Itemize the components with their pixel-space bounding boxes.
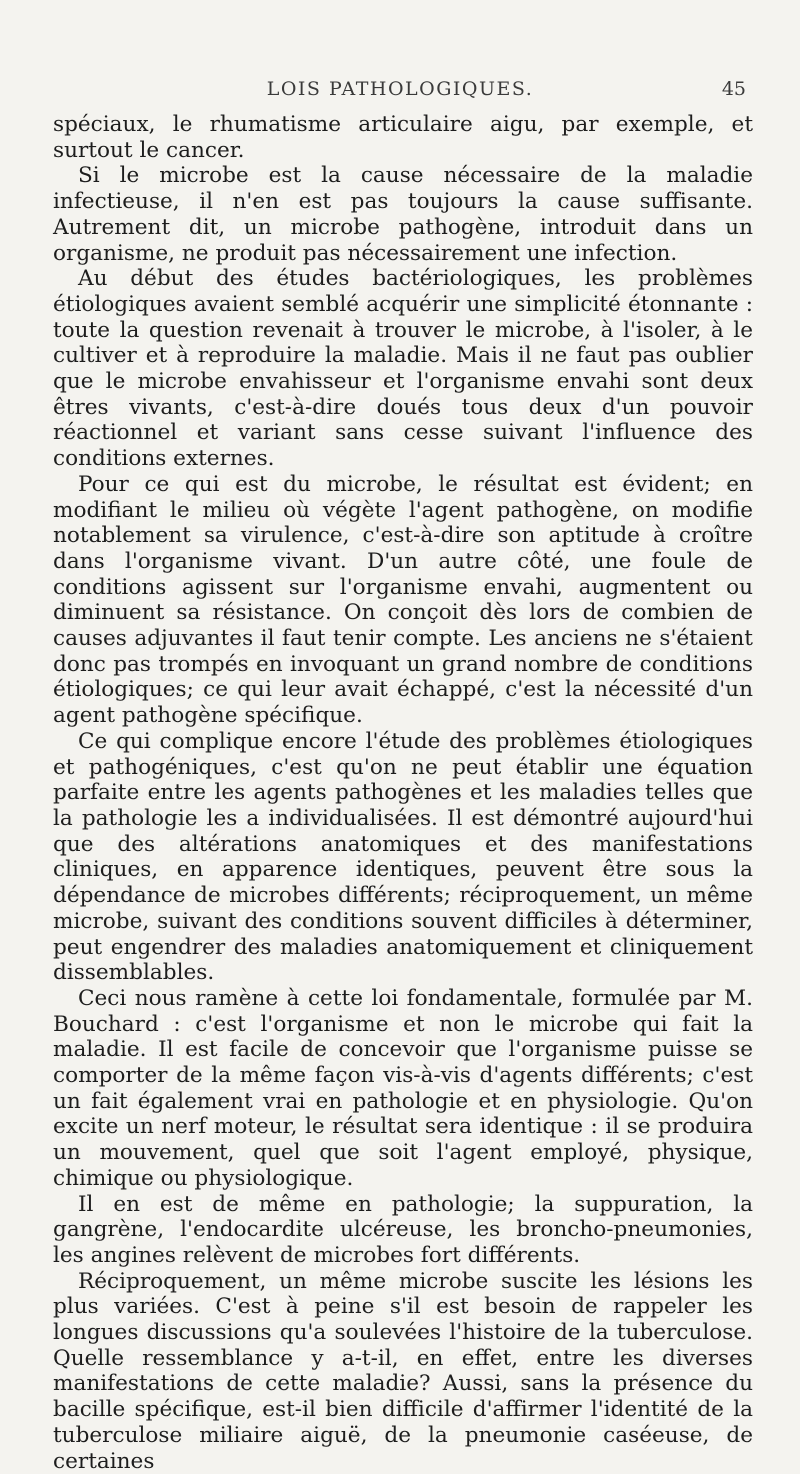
paragraph: Ce qui complique encore l'étude des problèmes étiologiques et pathogéniques, c'est qu'on ne peut établir une équation parfaite entre les agents pathogènes et les maladies telles que la pathologie les a individualisées. Il est démontré aujourd'hui que des altérations anatomiques et des manifestations cliniques, en apparence identiques, peuvent être sous la dépendance de microbes différents; réciproquement, un même microbe, suivant des conditions souvent difficiles à déterminer, peut engendrer des maladies anatomiquement et cliniquement dissemblables. xyxy=(53,728,753,986)
paragraph: Ceci nous ramène à cette loi fondamentale, formulée par M. Bouchard : c'est l'organisme et non le microbe qui fait la maladie. Il est facile de concevoir que l'organisme puisse se comporter de la même façon vis-à-vis d'agents différents; c'est un fait également vrai en pathologie et en physiologie. Qu'on excite un nerf moteur, le résultat sera identique : il se produira un mouvement, quel que soit l'agent employé, physique, chimique ou physiologique. xyxy=(53,985,753,1191)
body-text xyxy=(53,112,753,1474)
paragraph: Il en est de même en pathologie; la suppuration, la gangrène, l'endocardite ulcéreuse, les broncho-pneumonies, les angines relèvent de microbes fort différents. xyxy=(53,1191,753,1268)
paragraph: Pour ce qui est du microbe, le résultat est évident; en modifiant le milieu où végète l'agent pathogène, on modifie notablement sa virulence, c'est-à-dire son aptitude à croître dans l'organisme vivant. D'un autre côté, une foule de conditions agissent sur l'organisme envahi, augmentent ou diminuent sa résistance. On conçoit dès lors de combien de causes adjuvantes il faut tenir compte. Les anciens ne s'étaient donc pas trompés en invoquant un grand nombre de conditions étiologiques; ce qui leur avait échappé, c'est la nécessité d'un agent pathogène spécifique. xyxy=(53,471,753,729)
paragraph: Au début des études bactériologiques, les problèmes étiologiques avaient semblé acquérir une simplicité étonnante : toute la question revenait à trouver le microbe, à l'isoler, à le cultiver et à reproduire la maladie. Mais il ne faut pas oublier que le microbe envahisseur et l'organisme envahi sont deux êtres vivants, c'est-à-dire doués tous deux d'un pouvoir réactionnel et variant sans cesse suivant l'influence des conditions externes. xyxy=(53,266,753,472)
running-title: LOIS PATHOLOGIQUES. xyxy=(266,78,534,100)
page-header xyxy=(0,78,800,104)
paragraph: Si le microbe est la cause nécessaire de la maladie infectieuse, il n'en est pas toujours la cause suffisante. Autrement dit, un microbe pathogène, introduit dans un organisme, ne produit pas nécessairement une infection. xyxy=(53,163,753,266)
paragraph: Réciproquement, un même microbe suscite les lésions les plus variées. C'est à peine s'il est besoin de rappeler les longues discussions qu'a soulevées l'histoire de la tuberculose. Quelle ressemblance y a-t-il, en effet, entre les diverses manifestations de cette maladie? Aussi, sans la présence du bacille spécifique, est-il bien difficile d'affirmer l'identité de la tuberculose miliaire aiguë, de la pneumonie caséeuse, de certaines xyxy=(53,1268,753,1474)
paragraph: spéciaux, le rhumatisme articulaire aigu, par exemple, et surtout le cancer. xyxy=(53,112,753,163)
page-number: 45 xyxy=(721,78,746,100)
